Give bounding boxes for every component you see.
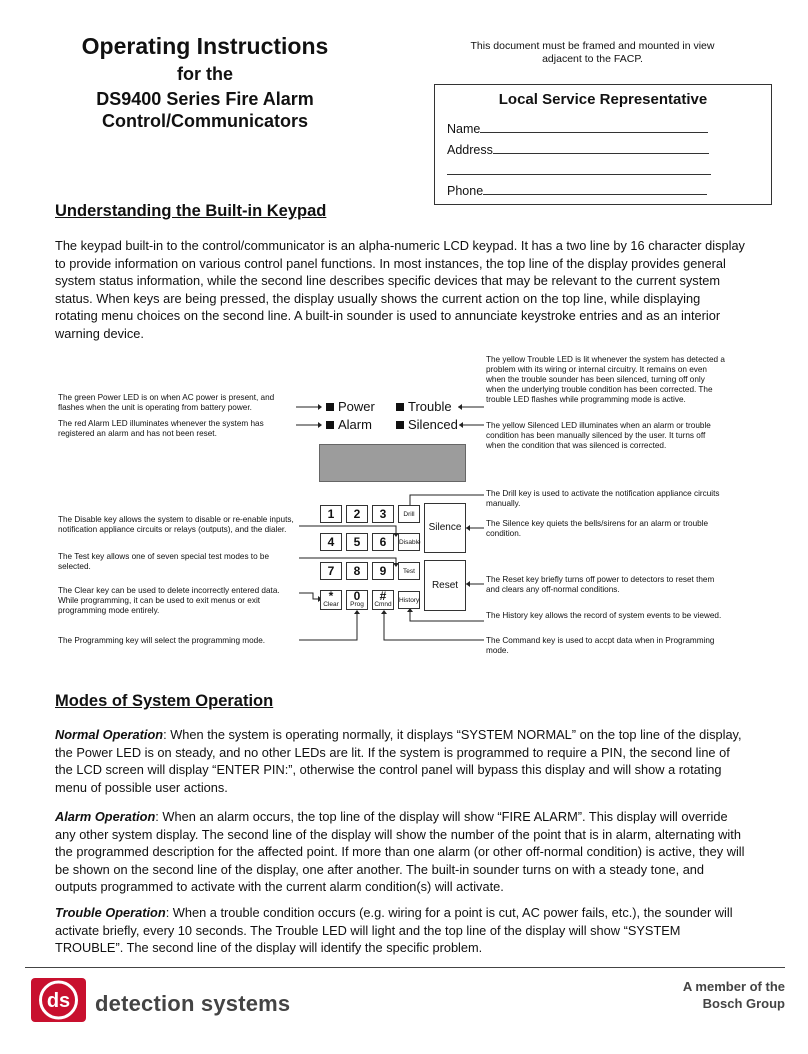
clear-key[interactable] <box>320 590 342 610</box>
phone-field[interactable] <box>447 182 707 198</box>
trouble-led-indicator <box>396 403 404 411</box>
key-6[interactable]: 6 <box>372 533 394 551</box>
key-5[interactable]: 5 <box>346 533 368 551</box>
command-key-note: The Command key is used to accpt data when in Programming mode. <box>486 636 715 655</box>
normal-operation-text: : When the system is operating normally, it displays “SYSTEM NORMAL” on the top line of the display, the Power LED is on steady, and no other LEDs are lit. If the system is programmed to require a PIN, the second line of the LCD screen will display “ENTER PIN:”, otherwise the control panel will bypass this display and will show a rotating menu of possible user actions. <box>55 727 742 795</box>
test-key-note: The Test key allows one of seven special test modes to be selected. <box>58 552 270 571</box>
bosch-membership <box>640 978 785 1012</box>
address-blank <box>493 141 709 154</box>
key-9[interactable]: 9 <box>372 562 394 580</box>
alarm-led <box>326 417 372 432</box>
trouble-operation-paragraph <box>55 904 745 957</box>
clear-connector <box>299 593 318 599</box>
bosch-line-1: A member of the <box>682 979 785 994</box>
drill-key[interactable]: Drill <box>398 505 420 523</box>
modes-section-heading: Modes of System Operation <box>55 692 274 710</box>
programming-key-note: The Programming key will select the programming mode. <box>58 636 266 645</box>
alarm-operation-paragraph <box>55 808 745 896</box>
history-key[interactable]: History <box>398 591 420 609</box>
command-connector <box>384 612 484 640</box>
alarm-led-label: Alarm <box>338 417 372 432</box>
name-blank <box>480 120 708 133</box>
phone-label: Phone <box>447 184 484 198</box>
product-line-2: Control/Communicators <box>101 111 308 131</box>
normal-operation-paragraph <box>55 726 745 796</box>
clear-key-label: Clear <box>323 601 339 608</box>
test-key[interactable]: Test <box>398 562 420 580</box>
disable-key-note: The Disable key allows the system to disable or re-enable inputs, notification appliance circuits or relays (outputs), and the dialer. <box>58 515 294 534</box>
detection-systems-logo <box>31 978 86 1022</box>
key-8[interactable]: 8 <box>346 562 368 580</box>
alarm-arrowhead <box>318 422 322 428</box>
history-connector <box>410 610 484 621</box>
bosch-line-2: Bosch Group <box>702 996 785 1011</box>
trouble-led-note: The yellow Trouble LED is lit whenever the system has detected a problem with its wiring or internal circuitry. It remains on even when the trouble sounder has been silenced, turning off only when the underlying trouble condition has been corrected. The trouble LED flashes while programming mode is active. <box>486 355 725 404</box>
command-arrowhead <box>381 610 387 614</box>
document-subtitle-for: for the <box>177 64 233 84</box>
silenced-led <box>396 417 458 432</box>
command-key[interactable] <box>372 590 394 610</box>
programming-arrowhead <box>354 610 360 614</box>
history-key-note: The History key allows the record of system events to be viewed. <box>486 611 722 620</box>
document-title: Operating Instructions <box>81 33 329 59</box>
silenced-led-indicator <box>396 421 404 429</box>
document-subtitle-product <box>40 88 370 132</box>
trouble-operation-label: Trouble Operation <box>55 905 166 920</box>
clear-key-symbol: * <box>328 589 334 603</box>
program-key-symbol: 0 <box>353 589 361 603</box>
address-blank-line-2 <box>447 174 711 175</box>
name-field[interactable] <box>447 120 708 136</box>
alarm-operation-text: : When an alarm occurs, the top line of the display will show “FIRE ALARM”. This display will override any other system display. The second line of the display will show the number of the point that is in alarm, alternating with the programmed description for the affected point. If more than one alarm (or other off-normal condition) is active, they will be shown on the second line of the display, one after another. The built-in sounder turns on with a steady tone, and outputs programmed to activate with the current alarm condition(s) will activate. <box>55 809 745 894</box>
trouble-led <box>396 399 452 414</box>
framing-note: This document must be framed and mounted in view adjacent to the FACP. <box>470 40 715 65</box>
command-key-label: Cmnd <box>374 601 392 608</box>
program-key[interactable] <box>346 590 368 610</box>
brand-name: detection systems <box>95 991 291 1016</box>
key-7[interactable]: 7 <box>320 562 342 580</box>
keypad-section-heading: Understanding the Built-in Keypad <box>55 202 327 220</box>
key-2[interactable]: 2 <box>346 505 368 523</box>
trouble-arrowhead <box>458 404 462 410</box>
keypad-section-paragraph: The keypad built-in to the control/communicator is an alpha-numeric LCD keypad. It has a two line by 16 character display to provide information on various control panel functions. In most instances, the top line of the display provides general system status information, while the second line describes specific devices that may be relevant to the current system status. When keys are being pressed, the display usually shows the current action on the top line, while displaying rotating menu choices on the second line. A built-in sounder is used to annunciate keystroke entries and as an interior warning device. <box>55 238 745 341</box>
silenced-led-label: Silenced <box>408 417 458 432</box>
key-3[interactable]: 3 <box>372 505 394 523</box>
alarm-led-note: The red Alarm LED illuminates whenever the system has registered an alarm and has not been reset. <box>58 419 264 438</box>
command-key-symbol: # <box>379 589 387 603</box>
trouble-operation-text: : When a trouble condition occurs (e.g. wiring for a point is cut, AC power fails, etc.), the sounder will activate briefly, every 10 seconds. The Trouble LED will light and the top line of the display will show “SYSTEM TROUBLE”. The second line of the display will identify the specific problem. <box>55 905 733 955</box>
programming-connector <box>299 612 357 640</box>
service-rep-title: Local Service Representative <box>498 91 708 108</box>
name-label: Name <box>447 122 481 136</box>
power-led-indicator <box>326 403 334 411</box>
silence-arrowhead <box>466 525 470 531</box>
disable-key[interactable]: Disable <box>398 533 420 551</box>
footer-divider <box>25 967 785 968</box>
ds-logo-icon <box>31 978 86 1022</box>
program-key-label: Prog <box>350 601 364 608</box>
logo-text: ds <box>46 990 71 1012</box>
silence-key-note: The Silence key quiets the bells/sirens for an alarm or trouble condition. <box>486 519 709 538</box>
reset-key-note: The Reset key briefly turns off power to detectors to reset them and clears any off-normal conditions. <box>486 575 715 594</box>
trouble-led-label: Trouble <box>408 399 452 414</box>
power-arrowhead <box>318 404 322 410</box>
key-1[interactable]: 1 <box>320 505 342 523</box>
normal-operation-label: Normal Operation <box>55 727 164 742</box>
address-field[interactable] <box>447 141 709 157</box>
clear-key-note: The Clear key can be used to delete incorrectly entered data. While programming, it can be used to exit menus or exit programming mode entirely. <box>58 586 280 615</box>
drill-key-note: The Drill key is used to activate the notification appliance circuits manually. <box>486 489 720 508</box>
alarm-operation-label: Alarm Operation <box>55 809 156 824</box>
product-line: DS9400 Series Fire Alarm <box>96 89 314 109</box>
alarm-led-indicator <box>326 421 334 429</box>
lcd-display <box>319 444 466 482</box>
power-led-label: Power <box>338 399 375 414</box>
phone-blank <box>483 182 707 195</box>
power-led-note: The green Power LED is on when AC power is present, and flashes when the unit is operating from battery power. <box>58 393 275 412</box>
key-4[interactable]: 4 <box>320 533 342 551</box>
address-label: Address <box>447 143 493 157</box>
silence-key[interactable]: Silence <box>424 503 466 553</box>
service-rep-box <box>434 84 772 205</box>
disable-connector <box>299 526 396 533</box>
reset-arrowhead <box>466 581 470 587</box>
silenced-led-note: The yellow Silenced LED illuminates when an alarm or trouble condition has been manually silenced by the user. It turns off when the condition that was silenced is corrected. <box>486 421 711 450</box>
reset-key[interactable]: Reset <box>424 560 466 611</box>
silenced-arrowhead <box>459 422 463 428</box>
power-led <box>326 399 375 414</box>
